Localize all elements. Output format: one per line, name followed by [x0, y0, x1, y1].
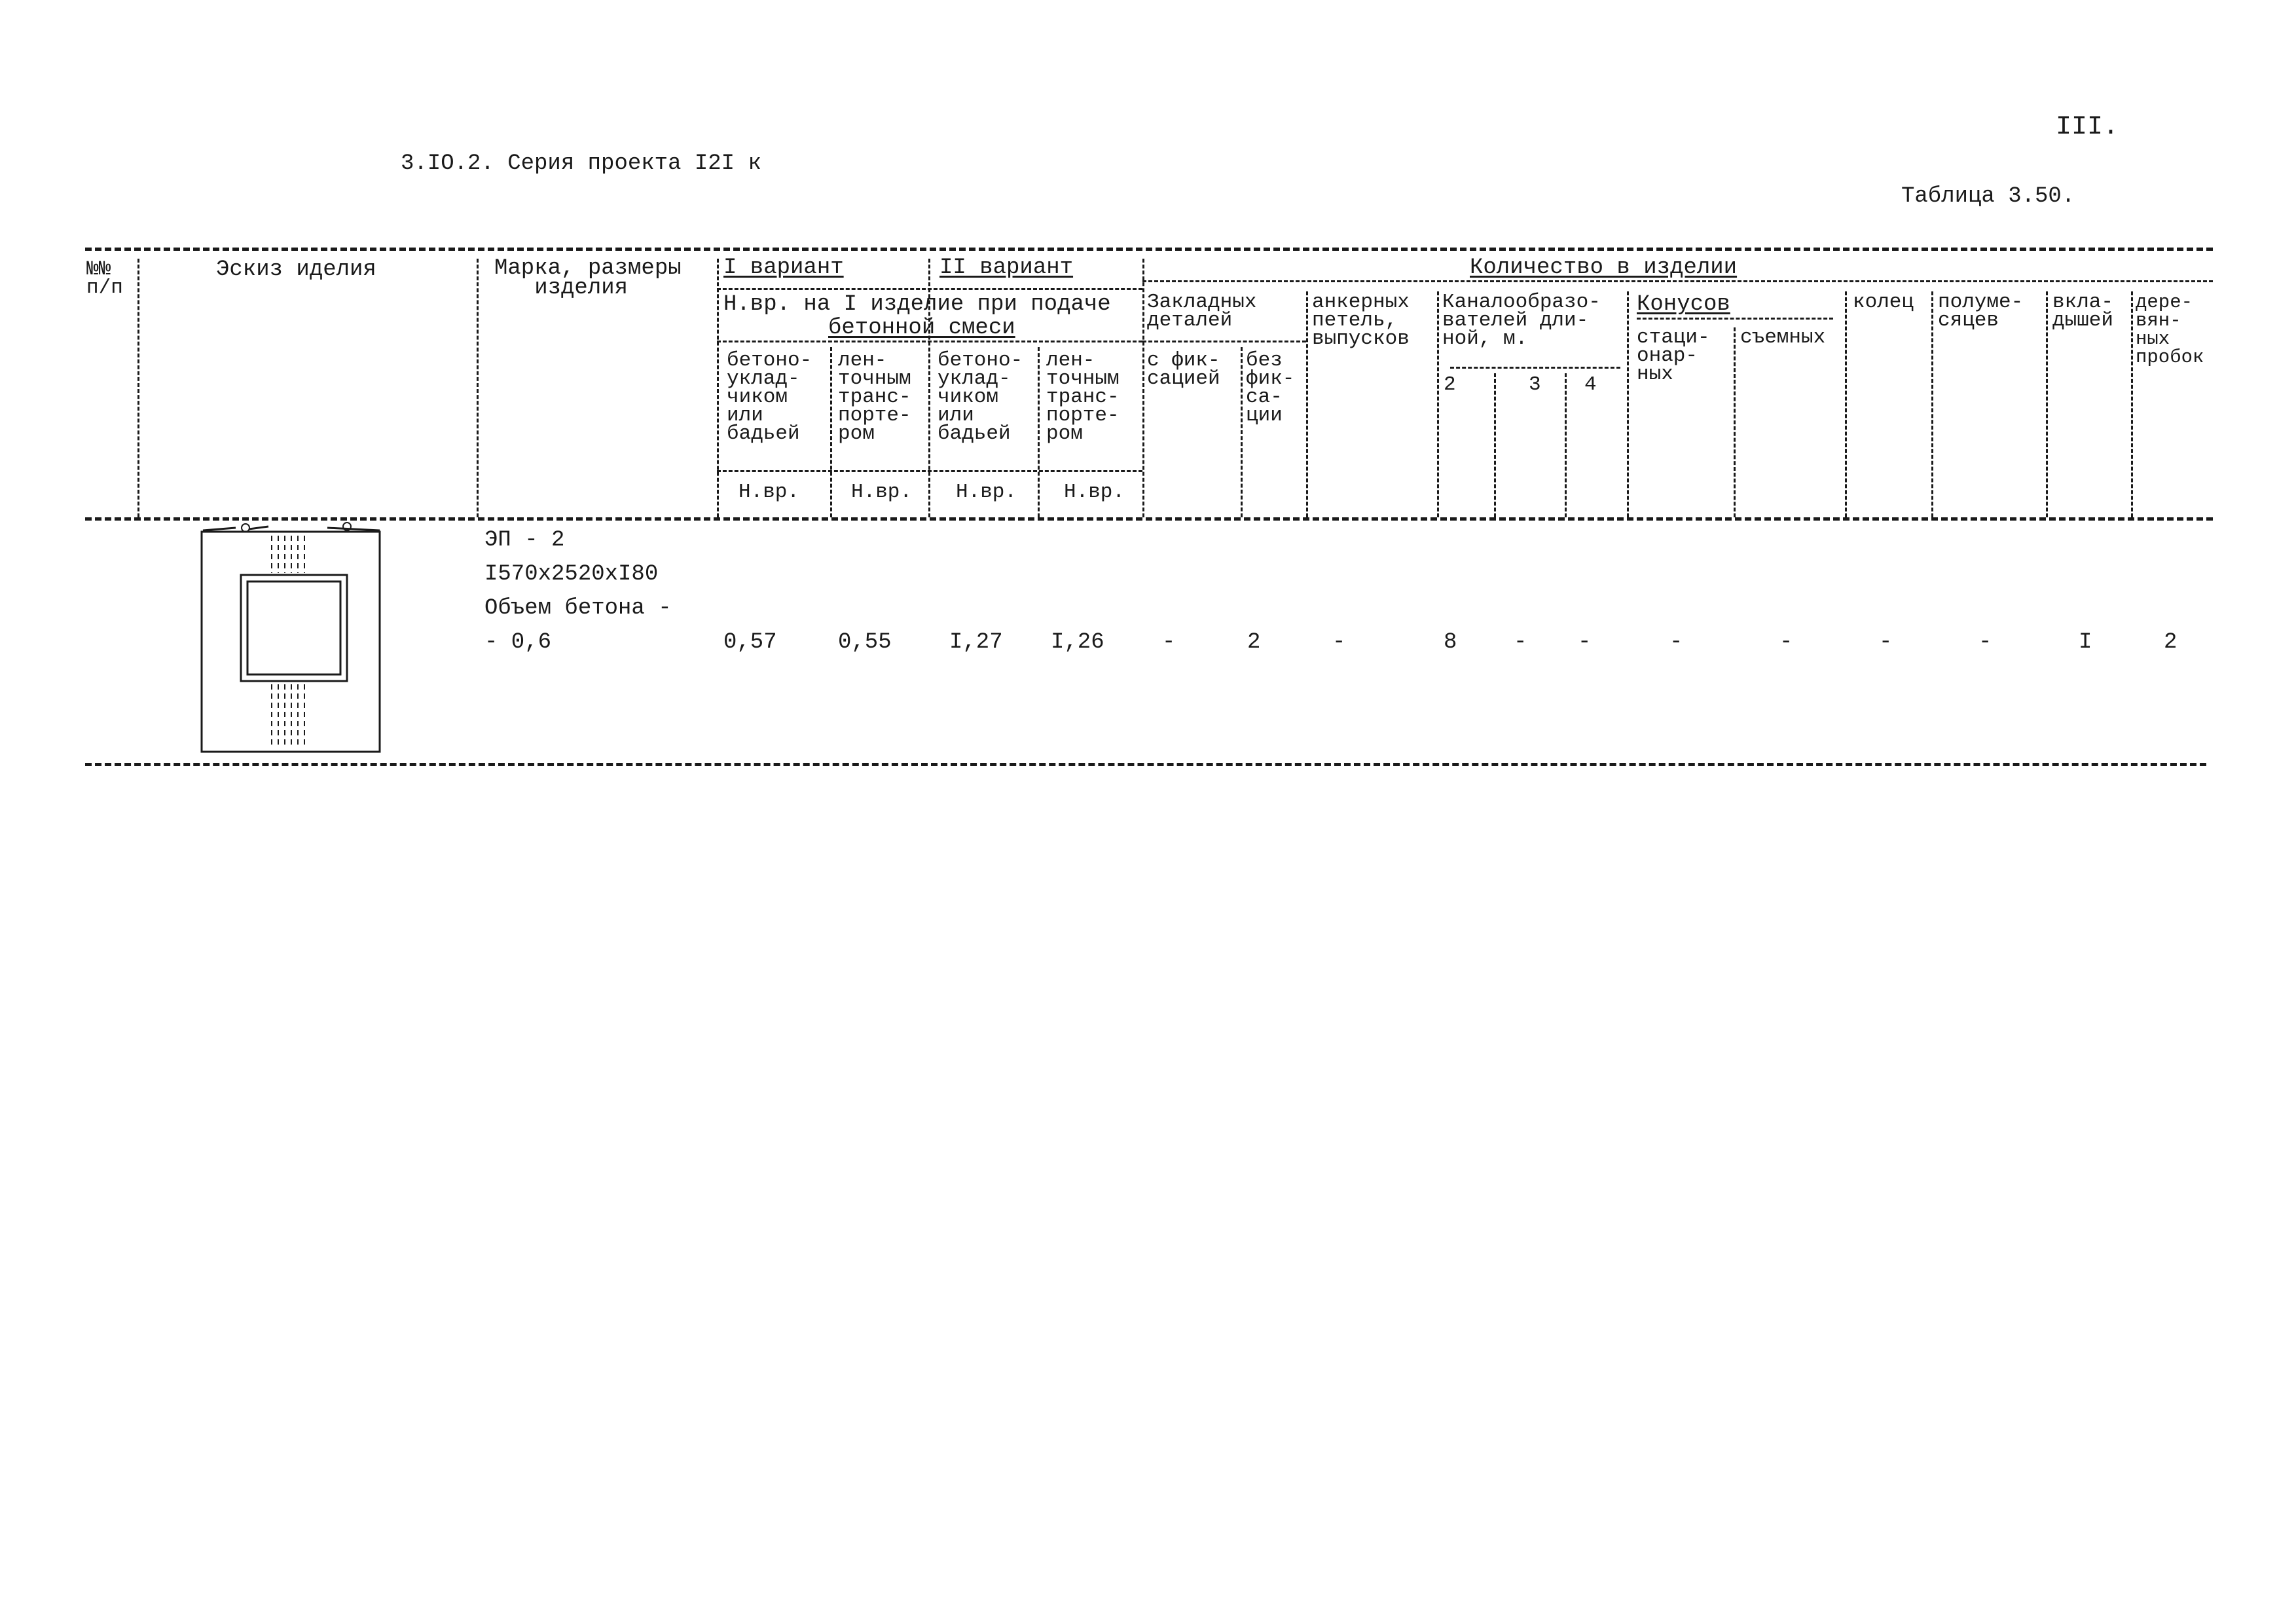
vline-mark: [717, 259, 719, 517]
cones-rule: [1637, 318, 1833, 320]
sub3-header: бетоно- уклад- чиком или бадьей: [938, 349, 1023, 445]
vline-channel: [1627, 291, 1629, 517]
vline-v2a: [1038, 347, 1040, 517]
page-number: III.: [2056, 113, 2119, 142]
row-dims: I570x2520xI80: [484, 562, 659, 587]
vline-embedded: [1306, 291, 1308, 517]
col-mark-header: Марка, размеры изделия: [494, 256, 682, 301]
variant1-header: I вариант: [723, 255, 844, 280]
concrete-mix-header: бетонной смеси: [828, 316, 1015, 341]
cell-v2-a: I,27: [949, 630, 1003, 655]
vline-ch3: [1565, 373, 1567, 517]
variant2-header: II вариант: [939, 255, 1074, 280]
sub4-header: лен- точным транс- порте- ром: [1046, 349, 1120, 445]
vline-cones: [1734, 327, 1736, 517]
sub2-header: лен- точным транс- порте- ром: [838, 349, 911, 445]
removable-header: съемных: [1740, 326, 1826, 349]
table-bottom-rule: [85, 763, 2206, 766]
quantity-rule: [1142, 280, 2213, 282]
col-sketch-header: Эскиз иделия: [216, 257, 376, 282]
cell-with-fix: -: [1162, 630, 1176, 655]
col-num-header: №№ п/п: [86, 258, 123, 299]
vline-inserts: [2131, 291, 2133, 517]
embedded-header: Закладных деталей: [1147, 291, 1257, 332]
vline-rings: [1931, 291, 1933, 517]
cell-v1-a: 0,57: [723, 630, 777, 655]
cell-without-fix: 2: [1247, 630, 1261, 655]
hvr-1: Н.вр.: [738, 481, 800, 504]
section-title: 3.IO.2. Серия проекта I2I к: [401, 151, 761, 176]
half-moons-header: полуме- сяцев: [1938, 291, 2024, 332]
cell-half-moons: -: [1978, 630, 1992, 655]
cell-stationary: -: [1669, 630, 1683, 655]
cell-inserts: I: [2079, 630, 2092, 655]
vline-v1a: [830, 347, 832, 517]
row-mark: ЭП - 2: [484, 528, 565, 553]
stationary-header: стаци- онар- ных: [1637, 326, 1710, 386]
vline-halfmoons: [2046, 291, 2048, 517]
embedded-rule: [1142, 341, 1306, 342]
with-fix-header: с фик- сацией: [1147, 349, 1220, 390]
hvr-3: Н.вр.: [956, 481, 1017, 504]
table-label: Таблица 3.50.: [1901, 184, 2075, 209]
cell-v2-b: I,26: [1051, 630, 1104, 655]
norm-header: Н.вр. на I изделие при подаче: [723, 292, 1111, 317]
channel-4-header: 4: [1584, 373, 1597, 396]
cell-ch2: 8: [1444, 630, 1457, 655]
sub1-header: бетоно- уклад- чиком или бадьей: [727, 349, 812, 445]
anchor-header: анкерных петель, выпусков: [1312, 291, 1410, 350]
without-fix-header: без фик- са- ции: [1246, 349, 1295, 427]
cell-anchor: -: [1332, 630, 1346, 655]
cell-v1-b: 0,55: [838, 630, 892, 655]
vline-quantity: [1142, 259, 1144, 517]
channel-3-header: 3: [1529, 373, 1541, 396]
wooden-header: дере- вян- ных пробок: [2136, 291, 2204, 368]
vline-anchor: [1437, 291, 1439, 517]
row-volume-label: Объем бетона -: [484, 596, 672, 621]
cell-removable: -: [1779, 630, 1793, 655]
table-top-rule: [85, 248, 2213, 251]
cones-header: Конусов: [1637, 292, 1730, 317]
inserts-header: вкла- дышей: [2052, 291, 2114, 332]
vline-ch2: [1494, 373, 1496, 517]
hvr-4: Н.вр.: [1064, 481, 1125, 504]
product-sketch: [196, 517, 386, 760]
cell-ch3: -: [1514, 630, 1527, 655]
vline-num: [137, 259, 139, 517]
channel-header: Каналообразо- вателей дли- ной, м.: [1442, 291, 1601, 350]
quantity-header: Количество в изделии: [1470, 255, 1738, 280]
cell-ch4: -: [1578, 630, 1592, 655]
vline-fix: [1241, 347, 1243, 517]
rings-header: колец: [1853, 291, 1914, 314]
channel-rule: [1450, 367, 1620, 369]
row-volume-value: - 0,6: [484, 630, 552, 655]
cell-rings: -: [1879, 630, 1893, 655]
vline-removable: [1845, 291, 1847, 517]
vline-sketch: [477, 259, 479, 517]
cell-wooden: 2: [2164, 630, 2178, 655]
header-bottom-rule: [85, 517, 2213, 521]
channel-2-header: 2: [1444, 373, 1456, 396]
hvr-2: Н.вр.: [851, 481, 913, 504]
